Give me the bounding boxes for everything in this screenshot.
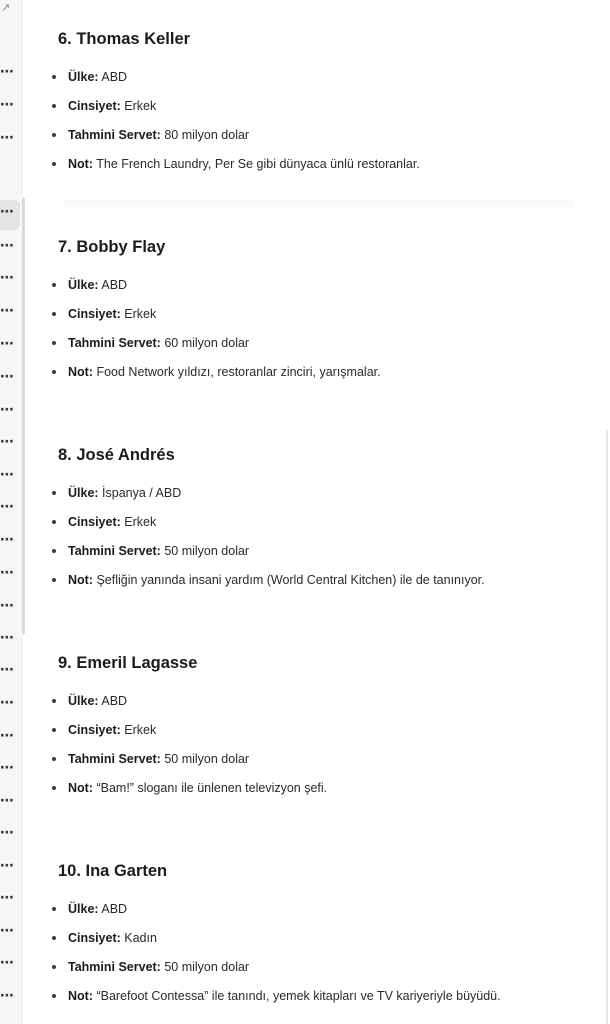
- detail-net-worth: [68, 958, 249, 976]
- detail-country: [68, 276, 127, 294]
- detail-value: Erkek: [120, 99, 157, 113]
- conversation-more-icon[interactable]: ⋯: [0, 368, 13, 384]
- detail-country: [68, 68, 127, 86]
- conversation-more-icon[interactable]: ⋯: [0, 727, 13, 743]
- detail-label: Ülke:: [68, 486, 99, 500]
- detail-label: Cinsiyet:: [68, 307, 121, 321]
- conversation-more-icon[interactable]: ⋯: [0, 759, 13, 775]
- detail-label: Not:: [68, 157, 93, 171]
- chat-response: [30, 0, 578, 1024]
- detail-gender: [68, 513, 156, 531]
- detail-label: Tahmini Servet:: [68, 544, 161, 558]
- conversation-more-icon[interactable]: ⋯: [0, 63, 13, 79]
- detail-label: Tahmini Servet:: [68, 128, 161, 142]
- scrollbar-track[interactable]: [606, 430, 608, 1024]
- detail-value: Food Network yıldızı, restoranlar zinciri, yarışmalar.: [93, 365, 381, 379]
- detail-value: 50 milyon dolar: [160, 544, 250, 558]
- chef-section: [58, 652, 578, 795]
- detail-net-worth: [68, 750, 249, 768]
- detail-value: “Bam!” sloganı ile ünlenen televizyon şefi.: [93, 781, 328, 795]
- conversation-more-icon[interactable]: ⋯: [0, 335, 13, 351]
- chef-section: [58, 860, 578, 1003]
- detail-note: [68, 155, 420, 173]
- detail-net-worth: [68, 126, 249, 144]
- detail-note: [68, 779, 327, 797]
- chef-title: 10. Ina Garten: [58, 862, 168, 880]
- detail-label: Not:: [68, 989, 93, 1003]
- detail-country: [68, 900, 127, 918]
- chef-title: 6. Thomas Keller: [58, 30, 191, 48]
- detail-label: Cinsiyet:: [68, 515, 121, 529]
- detail-country: [68, 484, 181, 502]
- detail-country: [68, 692, 127, 710]
- detail-label: Ülke:: [68, 902, 99, 916]
- conversation-more-icon[interactable]: ⋯: [0, 564, 13, 580]
- detail-value: ABD: [98, 70, 128, 84]
- chef-title: 8. José Andrés: [58, 446, 175, 464]
- detail-label: Cinsiyet:: [68, 723, 121, 737]
- conversation-more-icon[interactable]: ⋯: [0, 531, 13, 547]
- detail-value: 50 milyon dolar: [160, 960, 250, 974]
- conversation-more-icon[interactable]: ⋯: [0, 889, 13, 905]
- chef-title: 7. Bobby Flay: [58, 238, 166, 256]
- detail-net-worth: [68, 542, 249, 560]
- conversation-more-icon[interactable]: ⋯: [0, 792, 13, 808]
- detail-label: Tahmini Servet:: [68, 960, 161, 974]
- detail-value: “Barefoot Contessa” ile tanındı, yemek kitapları ve TV kariyeriyle büyüdü.: [93, 989, 501, 1003]
- detail-value: ABD: [98, 902, 128, 916]
- detail-label: Ülke:: [68, 70, 99, 84]
- expand-sidebar-icon[interactable]: ↗: [1, 2, 11, 14]
- conversation-more-icon[interactable]: ⋯: [0, 466, 13, 482]
- conversation-more-icon[interactable]: ⋯: [0, 129, 13, 145]
- conversation-more-icon[interactable]: ⋯: [0, 269, 13, 285]
- conversation-more-icon[interactable]: ⋯: [0, 922, 13, 938]
- detail-gender: [68, 929, 157, 947]
- divider: [64, 200, 574, 208]
- conversation-more-icon[interactable]: ⋯: [0, 498, 13, 514]
- detail-label: Tahmini Servet:: [68, 336, 161, 350]
- detail-note: [68, 571, 485, 589]
- conversation-more-icon[interactable]: ⋯: [0, 302, 13, 318]
- detail-value: Erkek: [120, 515, 157, 529]
- detail-value: The French Laundry, Per Se gibi dünyaca ünlü restoranlar.: [93, 157, 420, 171]
- sidebar-scrollbar[interactable]: [22, 198, 25, 634]
- detail-value: İspanya / ABD: [98, 486, 182, 500]
- detail-gender: [68, 97, 156, 115]
- detail-note: [68, 987, 501, 1005]
- conversation-more-icon[interactable]: ⋯: [0, 987, 13, 1003]
- detail-label: Ülke:: [68, 278, 99, 292]
- detail-label: Cinsiyet:: [68, 931, 121, 945]
- detail-net-worth: [68, 334, 249, 352]
- detail-value: ABD: [98, 694, 128, 708]
- chef-section: [58, 236, 578, 379]
- detail-label: Tahmini Servet:: [68, 752, 161, 766]
- conversation-more-icon[interactable]: ⋯: [0, 401, 13, 417]
- detail-value: Erkek: [120, 307, 157, 321]
- detail-label: Cinsiyet:: [68, 99, 121, 113]
- conversation-more-icon[interactable]: ⋯: [0, 597, 13, 613]
- conversation-more-icon[interactable]: ⋯: [0, 694, 13, 710]
- detail-value: Şefliğin yanında insani yardım (World Central Kitchen) ile de tanınıyor.: [93, 573, 485, 587]
- detail-label: Ülke:: [68, 694, 99, 708]
- sidebar: [0, 0, 23, 1024]
- chef-title: 9. Emeril Lagasse: [58, 654, 198, 672]
- conversation-more-icon[interactable]: ⋯: [0, 954, 13, 970]
- detail-value: 50 milyon dolar: [160, 752, 250, 766]
- chef-section: [58, 444, 578, 587]
- conversation-more-icon[interactable]: ⋯: [0, 661, 13, 677]
- detail-value: 80 milyon dolar: [160, 128, 250, 142]
- detail-label: Not:: [68, 781, 93, 795]
- conversation-more-icon[interactable]: ⋯: [0, 433, 13, 449]
- detail-label: Not:: [68, 573, 93, 587]
- detail-value: Kadın: [120, 931, 157, 945]
- detail-gender: [68, 305, 156, 323]
- chef-section: [58, 28, 578, 171]
- conversation-more-icon[interactable]: ⋯: [0, 857, 13, 873]
- conversation-more-icon[interactable]: ⋯: [0, 96, 13, 112]
- detail-note: [68, 363, 381, 381]
- detail-value: 60 milyon dolar: [160, 336, 250, 350]
- conversation-more-icon[interactable]: ⋯: [0, 824, 13, 840]
- conversation-more-icon[interactable]: ⋯: [0, 629, 13, 645]
- conversation-more-icon[interactable]: ⋯: [0, 200, 20, 230]
- detail-gender: [68, 721, 156, 739]
- detail-label: Not:: [68, 365, 93, 379]
- detail-value: Erkek: [120, 723, 157, 737]
- conversation-more-icon[interactable]: ⋯: [0, 237, 13, 253]
- detail-value: ABD: [98, 278, 128, 292]
